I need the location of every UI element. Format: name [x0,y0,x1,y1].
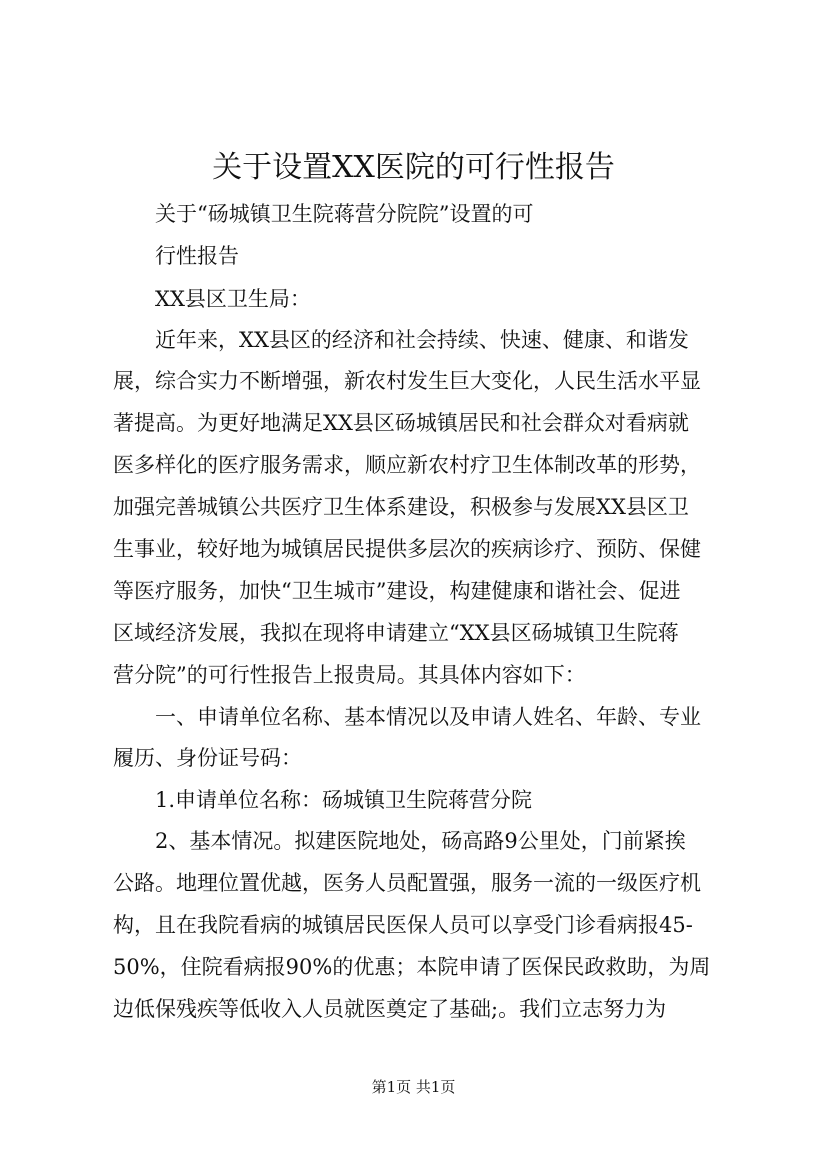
paragraph-line: 展，综合实力不断增强，新农村发生巨大变化，人民生活水平显 [113,369,701,393]
section-heading-line: 一、申请单位名称、基本情况以及申请人姓名、年龄、专业 [155,705,701,729]
item-1-line: 1.申请单位名称：砀城镇卫生院蒋营分院 [155,788,533,812]
paragraph-line: 医多样化的医疗服务需求，顺应新农村疗卫生体制改革的形势， [113,453,701,477]
document-title: 关于设置XX医院的可行性报告 [212,150,615,185]
item-2-line: 公路。地理位置优越，医务人员配置强，服务一流的一级医疗机 [113,871,701,895]
paragraph-line: 加强完善城镇公共医疗卫生体系建设，积极参与发展XX县区卫 [113,495,689,519]
paragraph-line: 区域经济发展，我拟在现将申请建立“XX县区砀城镇卫生院蒋 [113,621,679,645]
section-heading-line: 履历、身份证号码： [113,746,302,770]
paragraph-line: 等医疗服务，加快“卫生城市”建设，构建健康和谐社会、促进 [113,579,681,603]
page-footer: 第1页 共1页 [371,1078,456,1096]
subtitle-line-2: 行性报告 [155,244,239,268]
subtitle-line-1: 关于“砀城镇卫生院蒋营分院院”设置的可 [155,202,534,226]
item-2-line: 2、基本情况。拟建医院地处，砀高路9公里处，门前紧挨 [155,829,686,853]
salutation: XX县区卫生局： [155,287,311,311]
paragraph-line: 著提高。为更好地满足XX县区砀城镇居民和社会群众对看病就 [113,411,689,435]
item-2-line: 构，且在我院看病的城镇居民医保人员可以享受门诊看病报45- [113,913,693,937]
paragraph-line: 营分院”的可行性报告上报贵局。其具体内容如下： [113,663,586,687]
paragraph-line: 近年来，XX县区的经济和社会持续、快速、健康、和谐发 [155,328,689,352]
paragraph-line: 生事业，较好地为城镇居民提供多层次的疾病诊疗、预防、保健 [113,537,701,561]
item-2-line: 边低保残疾等低收入人员就医奠定了基础;。我们立志努力为 [113,997,667,1021]
item-2-line: 50%，住院看病报90%的优惠；本院申请了医保民政救助，为周 [113,955,711,979]
